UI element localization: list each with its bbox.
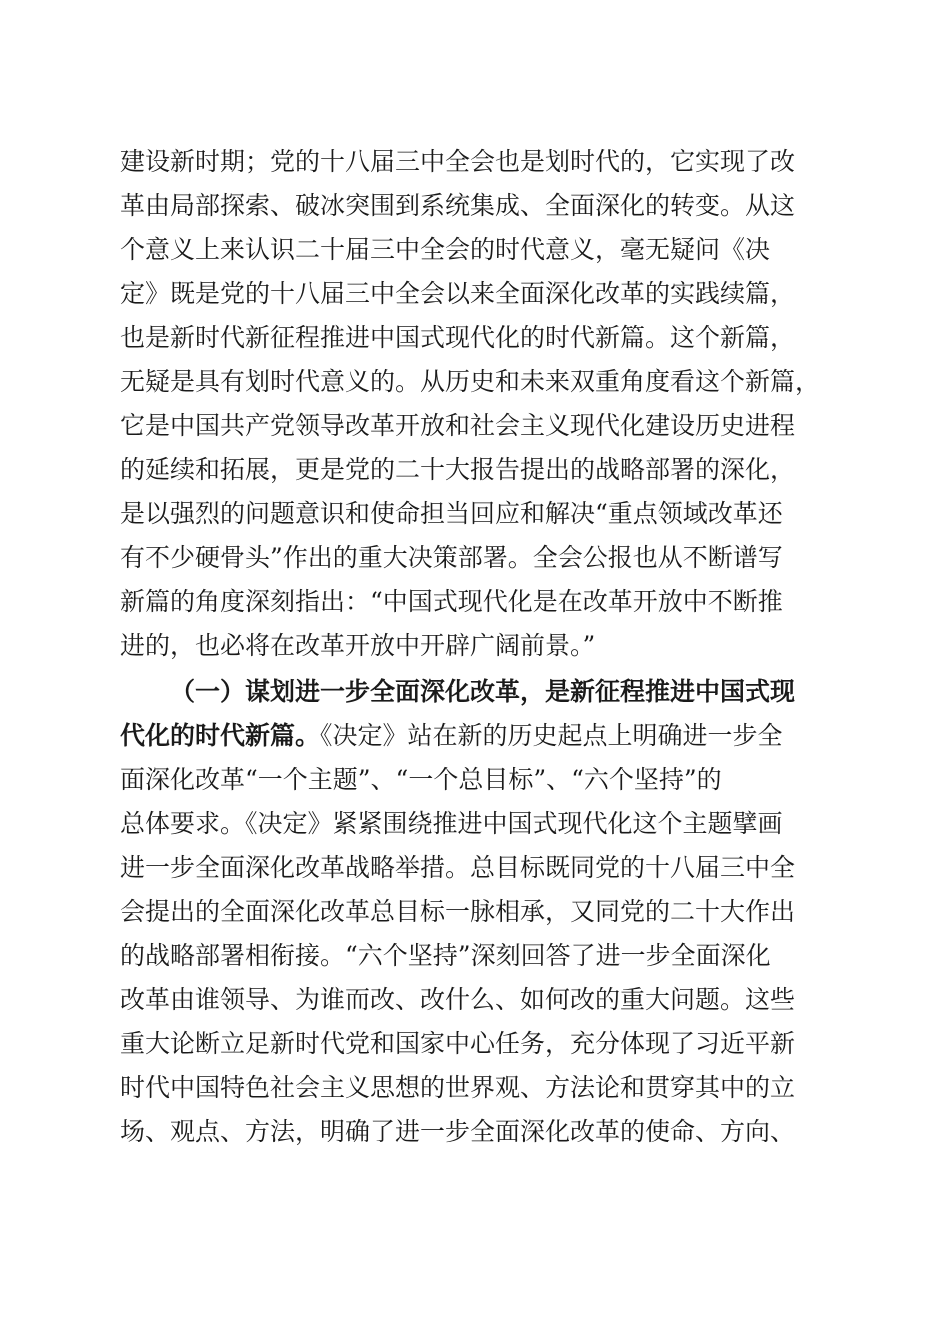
paragraph-2-line: 重大论断立足新时代党和国家中心任务，充分体现了习近平新 [120, 1029, 796, 1058]
paragraph-2-line: 时代中国特色社会主义思想的世界观、方法论和贯穿其中的立 [120, 1073, 796, 1102]
paragraph-1-line: 建设新时期；党的十八届三中全会也是划时代的，它实现了改 [120, 147, 796, 176]
paragraph-1-line: 的延续和拓展，更是党的二十大报告提出的战略部署的深化， [120, 455, 796, 484]
paragraph-2-line: 的战略部署相衔接。“六个坚持”深刻回答了进一步全面深化 [120, 941, 771, 970]
paragraph-2-line: 总体要求。《决定》紧紧围绕推进中国式现代化这个主题擘画 [120, 809, 783, 838]
paragraph-2-line-text: 《决定》站在新的历史起点上明确进一步全 [320, 721, 783, 750]
paragraph-1-line: 进的，也必将在改革开放中开辟广阔前景。” [120, 631, 596, 660]
section-heading: （一）谋划进一步全面深化改革，是新征程推进中国式现 [170, 677, 796, 706]
paragraph-1-line: 定》既是党的十八届三中全会以来全面深化改革的实践续篇， [120, 279, 796, 308]
paragraph-1-line: 有不少硬骨头”作出的重大决策部署。全会公报也从不断谱写 [120, 543, 783, 572]
paragraph-1-line: 革由局部探索、破冰突围到系统集成、全面深化的转变。从这 [120, 191, 796, 220]
paragraph-1-line: 它是中国共产党领导改革开放和社会主义现代化建设历史进程 [120, 411, 796, 440]
paragraph-1-line: 是以强烈的问题意识和使命担当回应和解决“重点领域改革还 [120, 499, 783, 528]
section-heading-end: 代化的时代新篇。 [120, 721, 321, 750]
paragraph-2-line: 会提出的全面深化改革总目标一脉相承，又同党的二十大作出 [120, 897, 796, 926]
paragraph-1-line: 个意义上来认识二十届三中全会的时代意义，毫无疑问《决 [120, 235, 771, 264]
paragraph-2-line: 场、观点、方法，明确了进一步全面深化改革的使命、方向、 [120, 1117, 796, 1146]
paragraph-2-line: 改革由谁领导、为谁而改、改什么、如何改的重大问题。这些 [120, 985, 796, 1014]
paragraph-2-line: 面深化改革“一个主题”、“一个总目标”、“六个坚持”的 [120, 765, 722, 794]
paragraph-1-line: 无疑是具有划时代意义的。从历史和未来双重角度看这个新篇， [120, 367, 821, 396]
paragraph-1-line: 新篇的角度深刻指出：“中国式现代化是在改革开放中不断推 [120, 587, 783, 616]
paragraph-2-line [120, 716, 783, 756]
paragraph-2-line: 进一步全面深化改革战略举措。总目标既同党的十八届三中全 [120, 853, 796, 882]
paragraph-1-line: 也是新时代新征程推进中国式现代化的时代新篇。这个新篇， [120, 323, 796, 352]
